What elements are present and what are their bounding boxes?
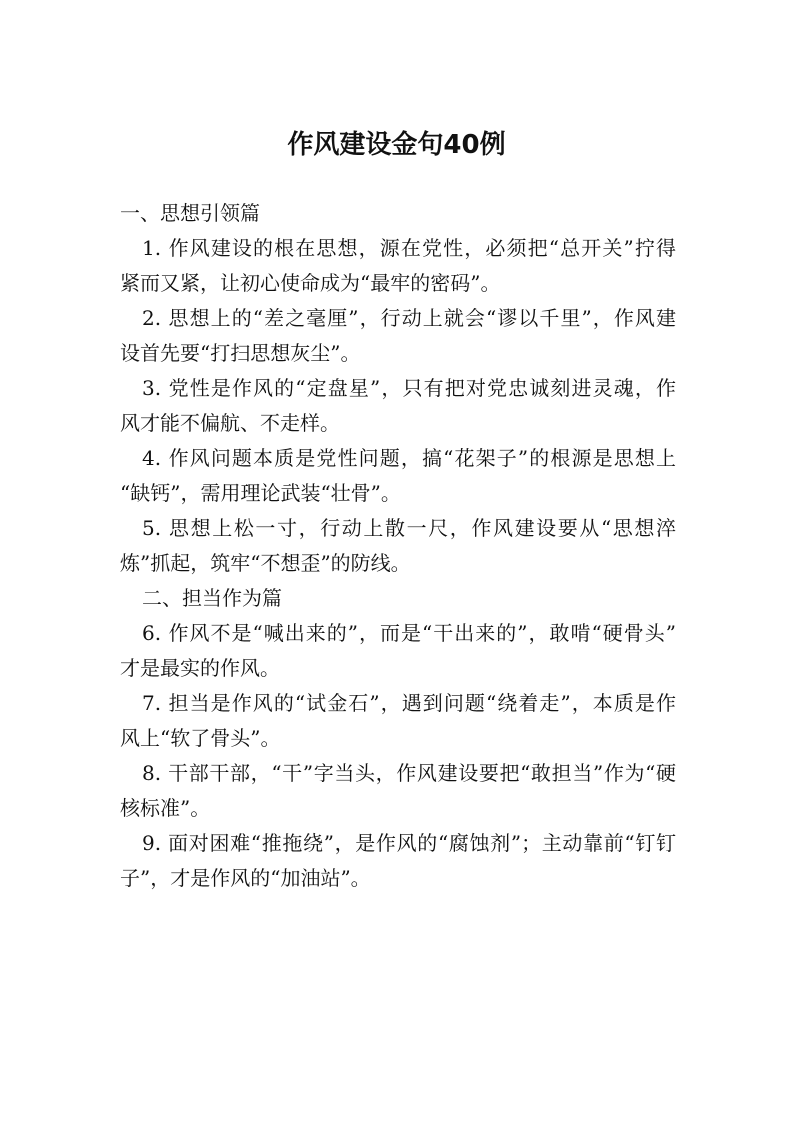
paragraph-line: 炼”抓起，筑牢“不想歪”的防线。: [120, 551, 411, 575]
paragraph-line: 4. 作风问题本质是党性问题，搞“花架子”的根源是思想上: [142, 446, 676, 470]
paragraph-line: 设首先要“打扫思想灰尘”。: [120, 341, 361, 365]
paragraph-line: 3. 党性是作风的“定盘星”，只有把对党忠诚刻进灵魂，作: [142, 376, 676, 400]
paragraph-line: 子”，才是作风的“加油站”。: [120, 866, 371, 890]
paragraph-line: 紧而又紧，让初心使命成为“最牢的密码”。: [120, 271, 501, 295]
paragraph-line: “缺钙”，需用理论武装“壮骨”。: [120, 481, 401, 505]
section-heading: 一、思想引领篇: [120, 201, 260, 225]
document-body: [120, 196, 676, 896]
paragraph-line: 2. 思想上的“差之毫厘”，行动上就会“谬以千里”，作风建: [142, 306, 676, 330]
paragraph-line: 1. 作风建设的根在思想，源在党性，必须把“总开关”拧得: [142, 236, 676, 260]
paragraph-line: 风才能不偏航、不走样。: [120, 411, 340, 435]
section-heading: 二、担当作为篇: [142, 586, 282, 610]
paragraph-line: 7. 担当是作风的“试金石”，遇到问题“绕着走”，本质是作: [142, 691, 676, 715]
paragraph-line: 9. 面对困难“推拖绕”，是作风的“腐蚀剂”；主动靠前“钉钉: [142, 831, 676, 855]
paragraph-line: 风上“软了骨头”。: [120, 726, 281, 750]
paragraph-line: 5. 思想上松一寸，行动上散一尺，作风建设要从“思想淬: [142, 516, 676, 540]
paragraph-line: 核标准”。: [120, 796, 211, 820]
document-title: 作风建设金句40例: [287, 130, 506, 160]
paragraph-line: 才是最实的作风。: [120, 656, 280, 680]
paragraph-line: 6. 作风不是“喊出来的”，而是“干出来的”，敢啃“硬骨头”: [142, 621, 676, 645]
paragraph-line: 8. 干部干部，“干”字当头，作风建设要把“敢担当”作为“硬: [142, 761, 676, 785]
